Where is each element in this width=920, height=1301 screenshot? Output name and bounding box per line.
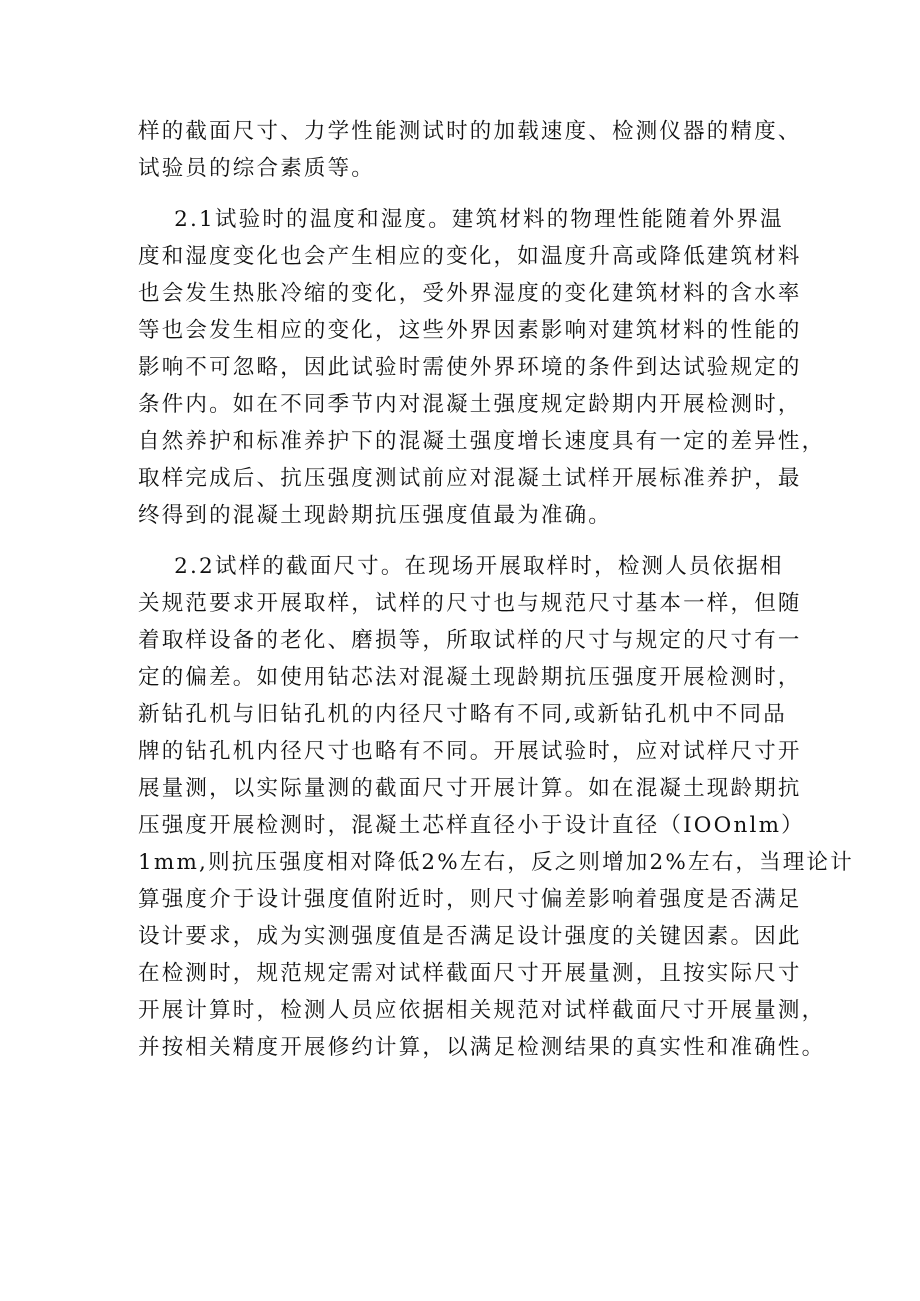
text-line: 2.2试样的截面尺寸。在现场开展取样时，检测人员依据相 (138, 554, 784, 579)
text-line: 算强度介于设计强度值附近时，则尺寸偏差影响着强度是否满足 (138, 887, 802, 912)
text-line: 展量测，以实际量测的截面尺寸开展计算。如在混凝土现龄期抗 (138, 776, 802, 801)
text-line: 着取样设备的老化、磨损等，所取试样的尺寸与规定的尺寸有一 (138, 628, 802, 653)
text-line: 压强度开展检测时，混凝土芯样直径小于设计直径（IOOnlm） (138, 813, 805, 838)
text-line: 牌的钻孔机内径尺寸也略有不同。开展试验时，应对试样尺寸开 (138, 739, 802, 764)
document-body (138, 113, 854, 1066)
text-line: 条件内。如在不同季节内对混凝土强度规定龄期内开展检测时， (138, 392, 802, 417)
text-line: 1mm,则抗压强度相对降低2%左右，反之则增加2%左右，当理论计 (138, 850, 854, 875)
text-line: 设计要求，成为实测强度值是否满足设计强度的关键因素。因此 (138, 924, 802, 949)
text-line: 自然养护和标准养护下的混凝土强度增长速度具有一定的差异性， (138, 429, 826, 454)
text-line: 并按相关精度开展修约计算，以满足检测结果的真实性和准确性。 (138, 1035, 826, 1060)
text-line: 样的截面尺寸、力学性能测试时的加载速度、检测仪器的精度、 (138, 119, 802, 144)
text-line: 也会发生热胀冷缩的变化，受外界湿度的变化建筑材料的含水率 (138, 281, 802, 306)
text-line: 度和湿度变化也会产生相应的变化，如温度升高或降低建筑材料 (138, 244, 802, 269)
text-line: 等也会发生相应的变化，这些外界因素影响对建筑材料的性能的 (138, 318, 802, 343)
text-line: 新钻孔机与旧钻孔机的内径尺寸略有不同,或新钻孔机中不同品 (138, 702, 787, 727)
text-line: 影响不可忽略，因此试验时需使外界环境的条件到达试验规定的 (138, 355, 802, 380)
paragraph-2-temperature-humidity (138, 201, 826, 534)
text-line: 取样完成后、抗压强度测试前应对混凝土试样开展标准养护，最 (138, 466, 802, 491)
text-line: 终得到的混凝土现龄期抗压强度值最为准确。 (138, 503, 613, 528)
text-line: 试验员的综合素质等。 (138, 156, 376, 181)
text-line: 关规范要求开展取样，试样的尺寸也与规范尺寸基本一样，但随 (138, 591, 802, 616)
text-line: 开展计算时，检测人员应依据相关规范对试样截面尺寸开展量测， (138, 998, 826, 1023)
paragraph-3-sample-section-size (138, 548, 854, 1066)
text-line: 2.1试验时的温度和湿度。建筑材料的物理性能随着外界温 (138, 207, 784, 232)
paragraph-1 (138, 113, 818, 187)
text-line: 定的偏差。如使用钻芯法对混凝土现龄期抗压强度开展检测时， (138, 665, 802, 690)
text-line: 在检测时，规范规定需对试样截面尺寸开展量测，且按实际尺寸 (138, 961, 802, 986)
